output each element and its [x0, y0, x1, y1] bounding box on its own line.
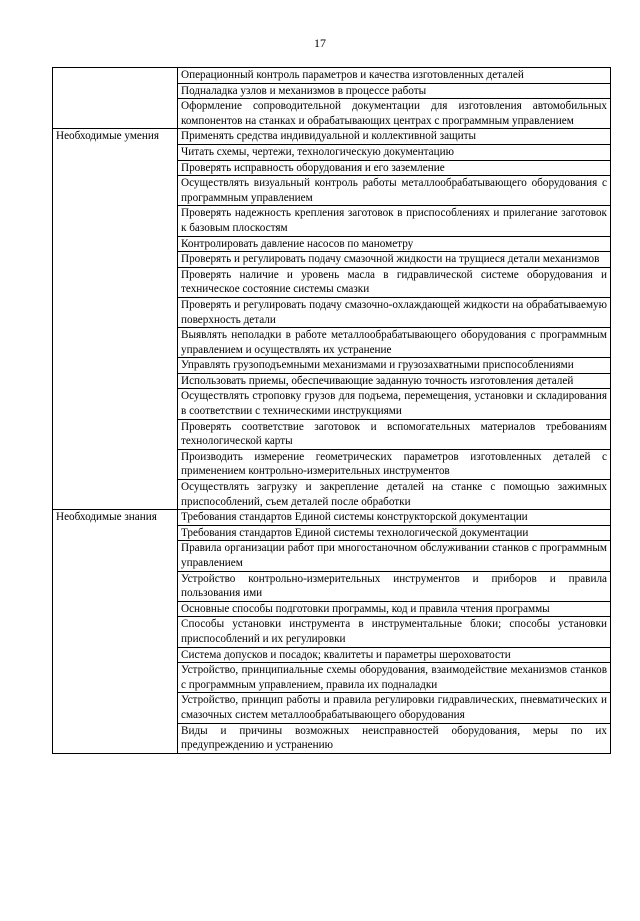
requirement-item: Читать схемы, чертежи, технологическую документацию — [178, 144, 611, 160]
requirement-item: Применять средства индивидуальной и коллективной защиты — [178, 129, 611, 145]
requirement-item: Управлять грузоподъемными механизмами и грузозахватными приспособлениями — [178, 358, 611, 374]
requirement-item: Система допусков и посадок; квалитеты и параметры шероховатости — [178, 647, 611, 663]
requirement-item: Осуществлять визуальный контроль работы металлообрабатывающего оборудования с программным управлением — [178, 176, 611, 206]
requirements-table — [52, 67, 611, 754]
requirement-item: Осуществлять строповку грузов для подъема, перемещения, установки и складирования в соответствии с техническими инструкциями — [178, 389, 611, 419]
requirement-item: Проверять и регулировать подачу смазочно-охлаждающей жидкости на обрабатываемую поверхность детали — [178, 297, 611, 327]
requirement-item: Производить измерение геометрических параметров изготовленных деталей с применением контрольно-измерительных инструментов — [178, 449, 611, 479]
section-label: Необходимые умения — [53, 129, 178, 510]
requirement-item: Основные способы подготовки программы, код и правила чтения программы — [178, 601, 611, 617]
requirement-item: Проверять соответствие заготовок и вспомогательных материалов требованиям технологической карты — [178, 419, 611, 449]
table-row — [53, 68, 611, 84]
table-row — [53, 129, 611, 145]
requirement-item: Проверять наличие и уровень масла в гидравлической системе оборудования и техническое состояние системы смазки — [178, 267, 611, 297]
requirement-item: Подналадка узлов и механизмов в процессе работы — [178, 83, 611, 99]
requirement-item: Правила организации работ при многостаночном обслуживании станков с программным управлением — [178, 541, 611, 571]
requirement-item: Устройство, принципиальные схемы оборудования, взаимодействие механизмов станков с программным управлением, правила их подналадки — [178, 663, 611, 693]
requirement-item: Устройство, принцип работы и правила регулировки гидравлических, пневматических и смазочных систем металлообрабатывающего оборудования — [178, 693, 611, 723]
table-row — [53, 510, 611, 526]
requirement-item: Проверять исправность оборудования и его заземление — [178, 160, 611, 176]
requirement-item: Проверять надежность крепления заготовок в приспособлениях и прилегание заготовок к базовым плоскостям — [178, 206, 611, 236]
requirement-item: Контролировать давление насосов по манометру — [178, 236, 611, 252]
requirement-item: Устройство контрольно-измерительных инструментов и приборов и правила пользования ими — [178, 571, 611, 601]
requirement-item: Использовать приемы, обеспечивающие заданную точность изготовления деталей — [178, 373, 611, 389]
requirement-item: Операционный контроль параметров и качества изготовленных деталей — [178, 68, 611, 84]
requirement-item: Оформление сопроводительной документации для изготовления автомобильных компонентов на станках и обрабатывающих центрах с программным управлением — [178, 99, 611, 129]
requirement-item: Проверять и регулировать подачу смазочной жидкости на трущиеся детали механизмов — [178, 252, 611, 268]
requirement-item: Выявлять неполадки в работе металлообрабатывающего оборудования с программным управлением и осуществлять их устранение — [178, 328, 611, 358]
section-label — [53, 68, 178, 129]
page-number: 17 — [314, 36, 326, 50]
requirement-item: Способы установки инструмента в инструментальные блоки; способы установки приспособлений и их регулировки — [178, 617, 611, 647]
section-label: Необходимые знания — [53, 510, 178, 754]
requirement-item: Требования стандартов Единой системы технологической документации — [178, 525, 611, 541]
requirement-item: Виды и причины возможных неисправностей оборудования, меры по их предупреждению и устранению — [178, 723, 611, 753]
requirement-item: Требования стандартов Единой системы конструкторской документации — [178, 510, 611, 526]
requirement-item: Осуществлять загрузку и закрепление деталей на станке с помощью зажимных приспособлений, съем деталей после обработки — [178, 480, 611, 510]
